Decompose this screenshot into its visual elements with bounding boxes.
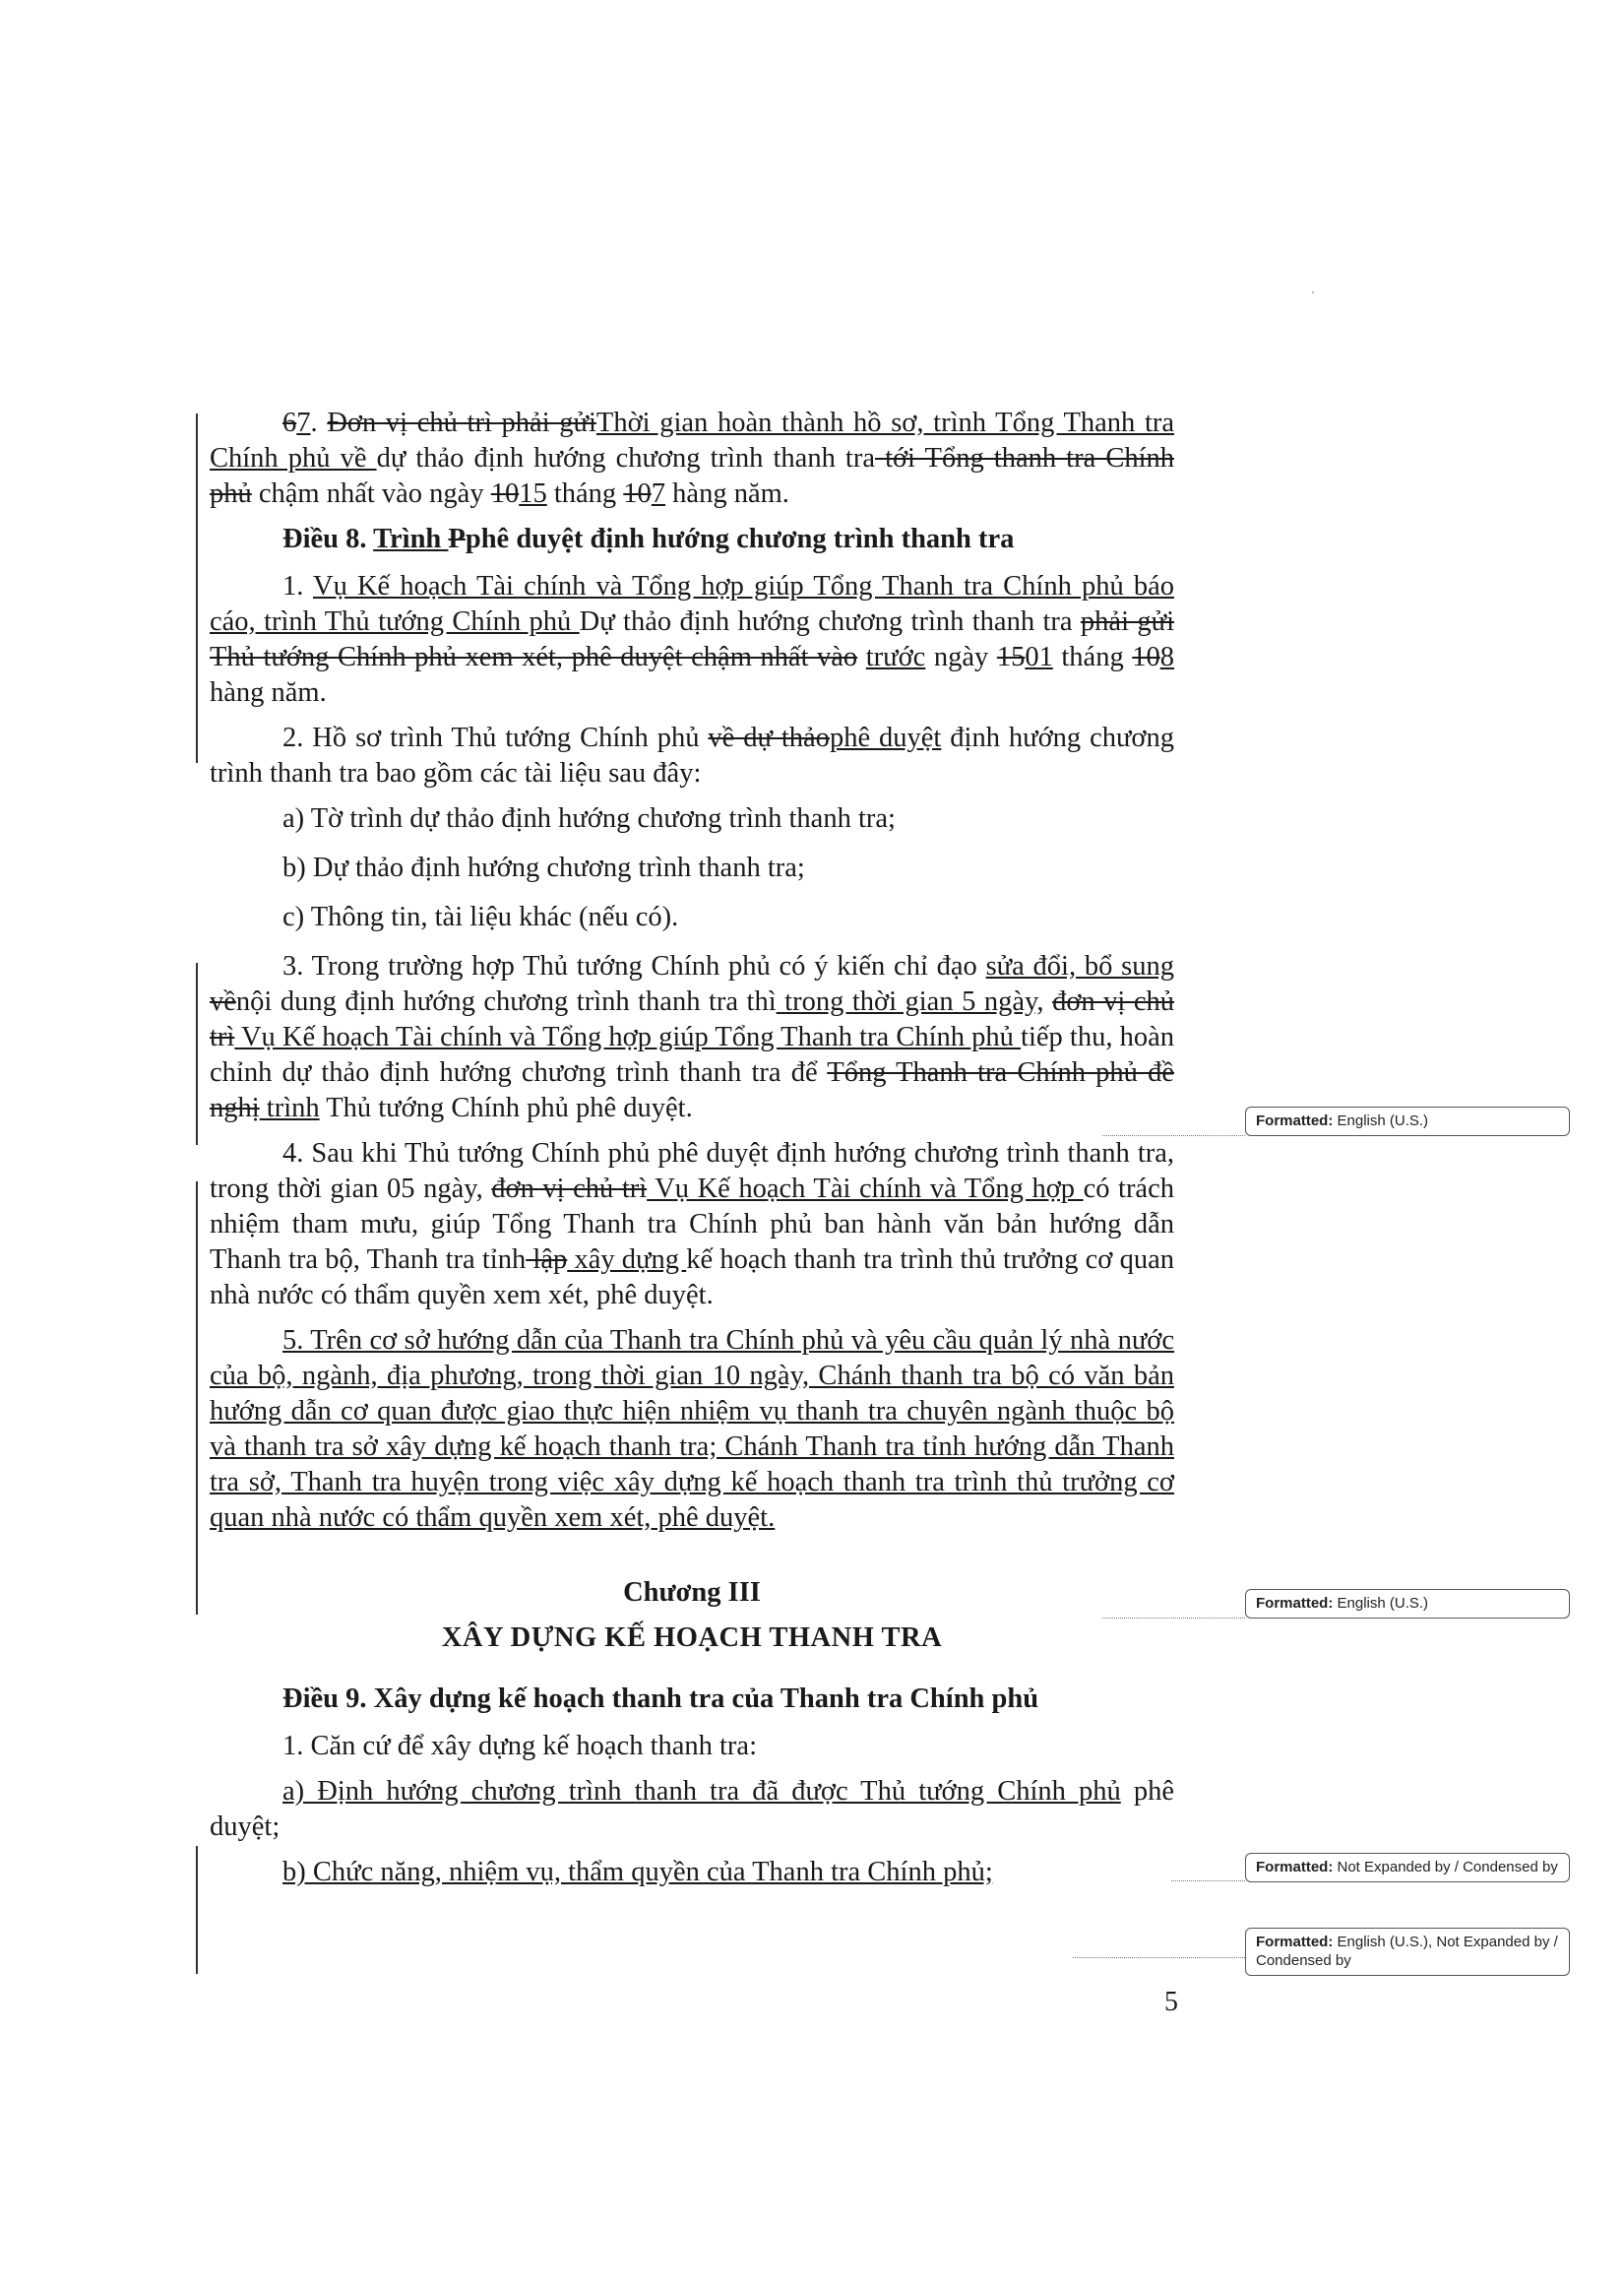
deleted-text: về dự thảo xyxy=(708,723,830,753)
inserted-text: 7 xyxy=(651,478,666,509)
article-8-clause-3: 3. Trong trường hợp Thủ tướng Chính phủ có ý kiến chỉ đạo sửa đổi, bổ sung vềnội dung định hướng chương trình thanh tra thì trong thời gian 5 ngày, đơn vị chủ trì Vụ Kế hoạch Tài chính và Tổng hợp giúp Tổng Thanh tra Chính phủ tiếp thu, hoàn chỉnh dự thảo định hướng chương trình thanh tra để Tổng Thanh tra Chính phủ đề nghị trình Thủ tướng Chính phủ phê duyệt. xyxy=(210,951,1175,1123)
article-9-heading: Điều 9. Xây dựng kế hoạch thanh tra của Thanh tra Chính phủ xyxy=(282,1683,1039,1714)
body-text xyxy=(210,406,1174,1900)
article-8-clause-2: 2. Hồ sơ trình Thủ tướng Chính phủ về dự thảophê duyệt định hướng chương trình thanh tra bao gồm các tài liệu sau đây: xyxy=(210,723,1174,789)
deleted-text: 10 xyxy=(623,478,652,509)
article-8-clause-4: 4. Sau khi Thủ tướng Chính phủ phê duyệt định hướng chương trình thanh tra, trong thời gian 05 ngày, đơn vị chủ trì Vụ Kế hoạch Tài chính và Tổng hợp có trách nhiệm tham mưu, giúp Tổng Thanh tra Chính phủ ban hành văn bản hướng dẫn Thanh tra bộ, Thanh tra tỉnh lập xây dựng kế hoạch thanh tra trình thủ trưởng cơ quan nhà nước có thẩm quyền xem xét, phê duyệt. xyxy=(210,1138,1174,1310)
list-item-c: c) Thông tin, tài liệu khác (nếu có). xyxy=(282,902,679,932)
deleted-text: Đơn vị chủ trì phải gửi xyxy=(327,408,596,438)
deleted-text: 6 xyxy=(282,408,297,438)
deleted-text: lập xyxy=(526,1244,568,1275)
deleted-text: 10 xyxy=(490,478,520,509)
chapter-title: XÂY DỰNG KẾ HOẠCH THANH TRA xyxy=(441,1622,943,1653)
inserted-text: 15 xyxy=(519,478,547,509)
deleted-text: Tổng Thanh tra Chính phủ đề nghị xyxy=(210,1057,1174,1123)
deleted-text: phải gửi Thủ tướng Chính phủ xem xét, phê duyệt chậm nhất vào xyxy=(210,606,1174,672)
deleted-text: tới Tổng thanh tra Chính phủ xyxy=(210,443,1175,509)
deleted-text: đơn vị chủ trì xyxy=(210,986,1175,1052)
deleted-text: 10 xyxy=(1132,642,1160,672)
inserted-text: Vụ Kế hoạch Tài chính và Tổng hợp giúp Tổng Thanh tra Chính phủ báo cáo, trình Thủ tướng Chính phủ xyxy=(210,571,1174,637)
inserted-text: Vụ Kế hoạch Tài chính và Tổng hợp giúp Tổng Thanh tra Chính phủ xyxy=(234,1022,1022,1052)
chapter-label: Chương III xyxy=(623,1577,761,1608)
article-8-heading: Điều 8. Trình Pphê duyệt định hướng chương trình thanh tra xyxy=(282,524,1015,554)
inserted-text: trong thời gian 5 ngày, xyxy=(776,986,1044,1017)
change-bar xyxy=(196,1846,198,1974)
balloon-connector xyxy=(1073,1957,1245,1958)
inserted-text: sửa đổi, bổ sung xyxy=(985,951,1175,982)
article-8-clause-5 xyxy=(210,1323,1174,1536)
inserted-text: 01 xyxy=(1025,642,1053,672)
deleted-text: đơn vị chủ trì xyxy=(491,1174,648,1204)
change-bar xyxy=(196,413,198,763)
revision-balloon[interactable]: Formatted: English (U.S.), Not Expanded by / Condensed by xyxy=(1245,1928,1570,1976)
balloon-connector xyxy=(1102,1618,1245,1619)
inserted-text: b) Chức năng, nhiệm vụ, thẩm quyền của Thanh tra Chính phủ; xyxy=(282,1857,993,1887)
article-9-clause-1: 1. Căn cứ để xây dựng kế hoạch thanh tra: xyxy=(282,1731,757,1761)
article-9-item-a: a) Định hướng chương trình thanh tra đã được Thủ tướng Chính phủ phê duyệt; xyxy=(210,1776,1174,1842)
article-9-item-b xyxy=(210,1855,1174,1890)
page-number: 5 xyxy=(1164,1987,1178,2017)
inserted-text: Thời gian hoàn thành hồ sơ, trình Tổng Thanh tra Chính phủ về xyxy=(210,408,1175,474)
change-bar xyxy=(196,1181,198,1615)
inserted-text: 8 xyxy=(1159,642,1174,672)
article-8-clause-1: 1. Vụ Kế hoạch Tài chính và Tổng hợp giúp Tổng Thanh tra Chính phủ báo cáo, trình Thủ tướng Chính phủ Dự thảo định hướng chương trình thanh tra phải gửi Thủ tướng Chính phủ xem xét, phê duyệt chậm nhất vào trước ngày 1501 tháng 108 hàng năm. xyxy=(210,571,1174,708)
inserted-text: trình xyxy=(259,1093,320,1123)
inserted-text: phê duyệt xyxy=(829,723,942,753)
balloon-connector xyxy=(1102,1135,1245,1136)
balloon-connector xyxy=(1171,1880,1245,1881)
inserted-text: 5. Trên cơ sở hướng dẫn của Thanh tra Chính phủ và yêu cầu quản lý nhà nước của bộ, ngành, địa phương, trong thời gian 10 ngày, Chánh thanh tra bộ có văn bản hướng dẫn cơ quan được giao thực hiện nhiệm vụ thanh tra chuyên ngành thuộc bộ và thanh tra sở xây dựng kế hoạch thanh tra; Chánh Thanh tra tỉnh hướng dẫn Thanh tra sở, Thanh tra huyện trong việc xây dựng kế hoạch thanh tra trình thủ trưởng cơ quan nhà nước có thẩm quyền xem xét, phê duyệt. xyxy=(210,1325,1174,1533)
inserted-text: 7 xyxy=(296,408,311,438)
inserted-text: Vụ Kế hoạch Tài chính và Tổng hợp xyxy=(647,1174,1084,1204)
revision-balloon[interactable]: Formatted: Not Expanded by / Condensed by xyxy=(1245,1853,1570,1882)
inserted-text: a) Định hướng chương trình thanh tra đã được Thủ tướng Chính phủ xyxy=(282,1776,1121,1807)
revision-balloon[interactable]: Formatted: English (U.S.) xyxy=(1245,1589,1570,1619)
inserted-text: trước xyxy=(865,642,926,672)
inserted-text: xây dựng xyxy=(567,1244,687,1275)
change-bar xyxy=(196,963,198,1145)
clause-7: 67. Đơn vị chủ trì phải gửiThời gian hoàn thành hồ sơ, trình Tổng Thanh tra Chính phủ về dự thảo định hướng chương trình thanh tra tới Tổng thanh tra Chính phủ chậm nhất vào ngày 1015 tháng 107 hàng năm. xyxy=(210,408,1175,509)
scan-speck xyxy=(1312,291,1314,293)
list-item-b: b) Dự thảo định hướng chương trình thanh tra; xyxy=(282,853,805,883)
deleted-text: 15 xyxy=(996,642,1026,672)
deleted-text: P xyxy=(448,524,466,554)
deleted-text: về xyxy=(210,986,236,1017)
inserted-text: Trình xyxy=(373,524,449,554)
revision-balloon[interactable]: Formatted: English (U.S.) xyxy=(1245,1107,1570,1136)
list-item-a: a) Tờ trình dự thảo định hướng chương trình thanh tra; xyxy=(282,803,896,834)
